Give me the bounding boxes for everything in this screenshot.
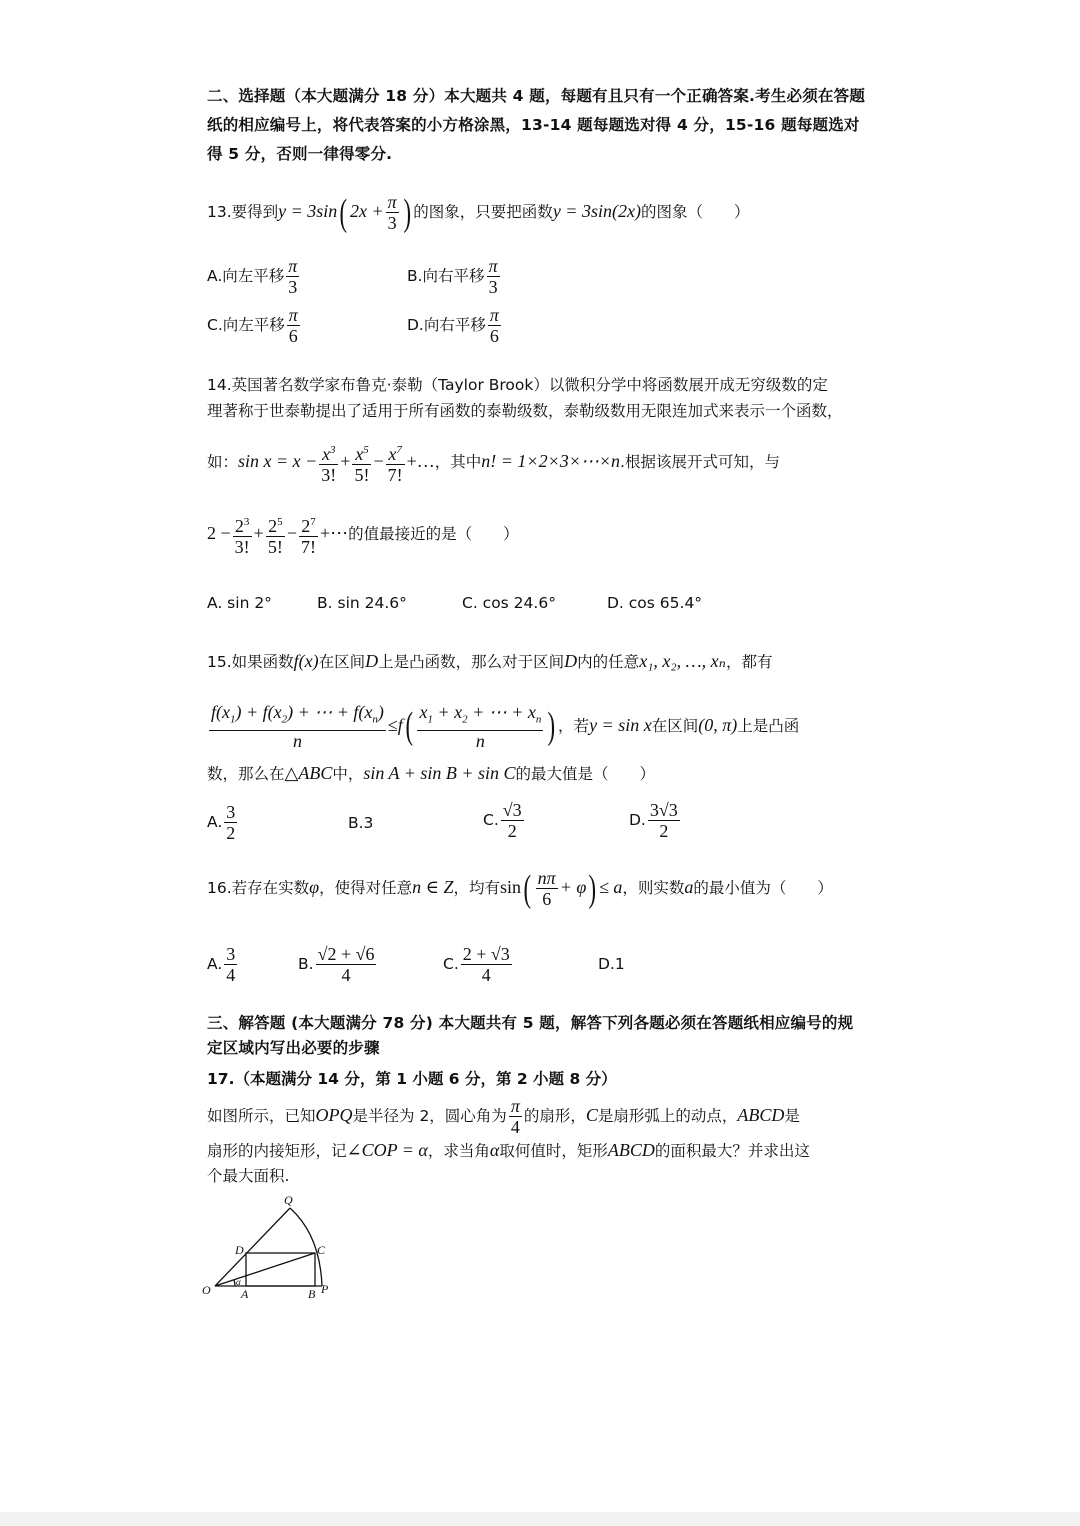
label-d: D	[235, 1243, 244, 1257]
q14-line3: 如：sin x = x − $\frac{x^3}{3!}$ + $\frac{x^5}{5!}$ − $\frac{x^7}{7!}$ +…，其中n! = 1×2×3×⋯×n.根据该展开式可知，与	[207, 440, 780, 485]
q15-line3: 数，那么在△ABC中，sin A + sin B + sin C的最大值是（ ）	[207, 763, 656, 783]
label-p: P	[321, 1282, 329, 1296]
q14-option-b[interactable]: B. sin 24.6°	[317, 594, 407, 612]
q15-option-a[interactable]: A. $\frac{3}{2}$	[207, 802, 236, 843]
rectangle-abcd	[246, 1253, 315, 1286]
q13-prefix: 13.要得到	[207, 203, 279, 221]
q15-option-d[interactable]: D. $\frac{3√3}{2}$	[629, 800, 678, 841]
q14-option-d[interactable]: D. cos 65.4°	[607, 594, 703, 612]
q13-func: y = 3sin(2x)	[552, 201, 641, 221]
q15-option-b[interactable]: B.3	[348, 814, 374, 832]
q14-line2: 理著称于世泰勒提出了适用于所有函数的泰勒级数，泰勒级数用无限连加式来表示一个函数，	[207, 402, 843, 420]
q15-line1: 15.如果函数f(x)在区间D上是凸函数，那么对于区间D内的任意x₁, x₂, …, xₙ，都有	[207, 651, 773, 671]
page-bottom-band	[0, 1512, 1080, 1526]
label-q: Q	[284, 1193, 293, 1207]
label-a: A	[241, 1287, 249, 1300]
q14-option-c[interactable]: C. cos 24.6°	[462, 594, 556, 612]
q13-arg: 2x +	[349, 201, 384, 221]
label-o: O	[202, 1283, 211, 1297]
q13-option-c[interactable]: C.向左平移 $\frac{\pi}{6}$	[207, 305, 298, 346]
q13-middle: 的图象，只要把函数	[413, 203, 553, 221]
q16-stem: 16.若存在实数φ，使得对任意n ∈ Z，均有sin( $\frac{n\pi}{6}$ + φ) ≤ a，则实数a的最小值为（ ）	[207, 867, 833, 910]
q16-option-a[interactable]: A. $\frac{3}{4}$	[207, 944, 236, 985]
q14-line4: 2 − $\frac{2^3}{3!}$ + $\frac{2^5}{5!}$ − $\frac{2^7}{7!}$ +⋯的值最接近的是（ ）	[207, 512, 519, 557]
q16-option-b[interactable]: B. $\frac{√2 + √6}{4}$	[298, 944, 375, 985]
q15-line2: $\frac{f(x_1) + f(x_2) + \cdots + f(x_n)}{n}$ ≤f( $\frac{x_1 + x_2 + \cdots + x_n}{n}$ ) ，若y = sin x在区间(0, π)上是凸函	[211, 702, 800, 751]
q13-fraction: $\frac{\pi}{3}$	[387, 192, 397, 233]
section2-heading: 二、选择题（本大题满分 18 分）本大题共 4 题，每题有且只有一个正确答案.考生必须在答题纸的相应编号上，将代表答案的小方格涂黑，13-14 题每题选对得 4 分，15-16 题每题选对得 5 分，否则一律得零分.	[207, 87, 866, 163]
q13-option-d[interactable]: D.向右平移 $\frac{\pi}{6}$	[407, 305, 499, 346]
q14-option-a[interactable]: A. sin 2°	[207, 594, 272, 612]
q17-line3: 个最大面积.	[207, 1167, 290, 1185]
q13-option-a[interactable]: A.向左平移 $\frac{\pi}{3}$	[207, 256, 298, 297]
q14-line1: 14.英国著名数学家布鲁克·泰勒（Taylor Brook）以微积分学中将函数展开成无穷级数的定	[207, 376, 828, 394]
q13-lhs: y = 3sin	[278, 201, 338, 221]
q17-line1: 如图所示，已知OPQ是半径为 2，圆心角为 $\frac{\pi}{4}$ 的扇形，C是扇形弧上的动点，ABCD是	[207, 1096, 800, 1137]
q13-stem: 13.要得到y = 3sin( 2x + $\frac{\pi}{3}$ ) 的图象，只要把函数y = 3sin(2x)的图象（ ）	[207, 191, 750, 234]
label-c: C	[317, 1243, 326, 1257]
sector-diagram	[200, 1190, 340, 1300]
label-b: B	[308, 1287, 316, 1300]
q13-suffix: 的图象（ ）	[640, 203, 750, 221]
q16-option-d[interactable]: D.1	[598, 955, 625, 973]
label-alpha: α	[236, 1277, 241, 1287]
q17-line2: 扇形的内接矩形，记∠COP = α，求当角α取何值时，矩形ABCD的面积最大？并求出这	[207, 1140, 810, 1160]
q16-option-c[interactable]: C. $\frac{2 + √3}{4}$	[443, 944, 510, 985]
q17-title: 17.（本题满分 14 分，第 1 小题 6 分，第 2 小题 8 分）	[207, 1070, 617, 1088]
q13-option-b[interactable]: B.向右平移 $\frac{\pi}{3}$	[407, 256, 498, 297]
angle-alpha-arc	[234, 1280, 235, 1286]
q15-option-c[interactable]: C. $\frac{√3}{2}$	[483, 800, 522, 841]
section3-heading: 三、解答题 (本大题满分 78 分) 本大题共有 5 题，解答下列各题必须在答题纸相应编号的规定区域内写出必要的步骤	[207, 1014, 854, 1057]
